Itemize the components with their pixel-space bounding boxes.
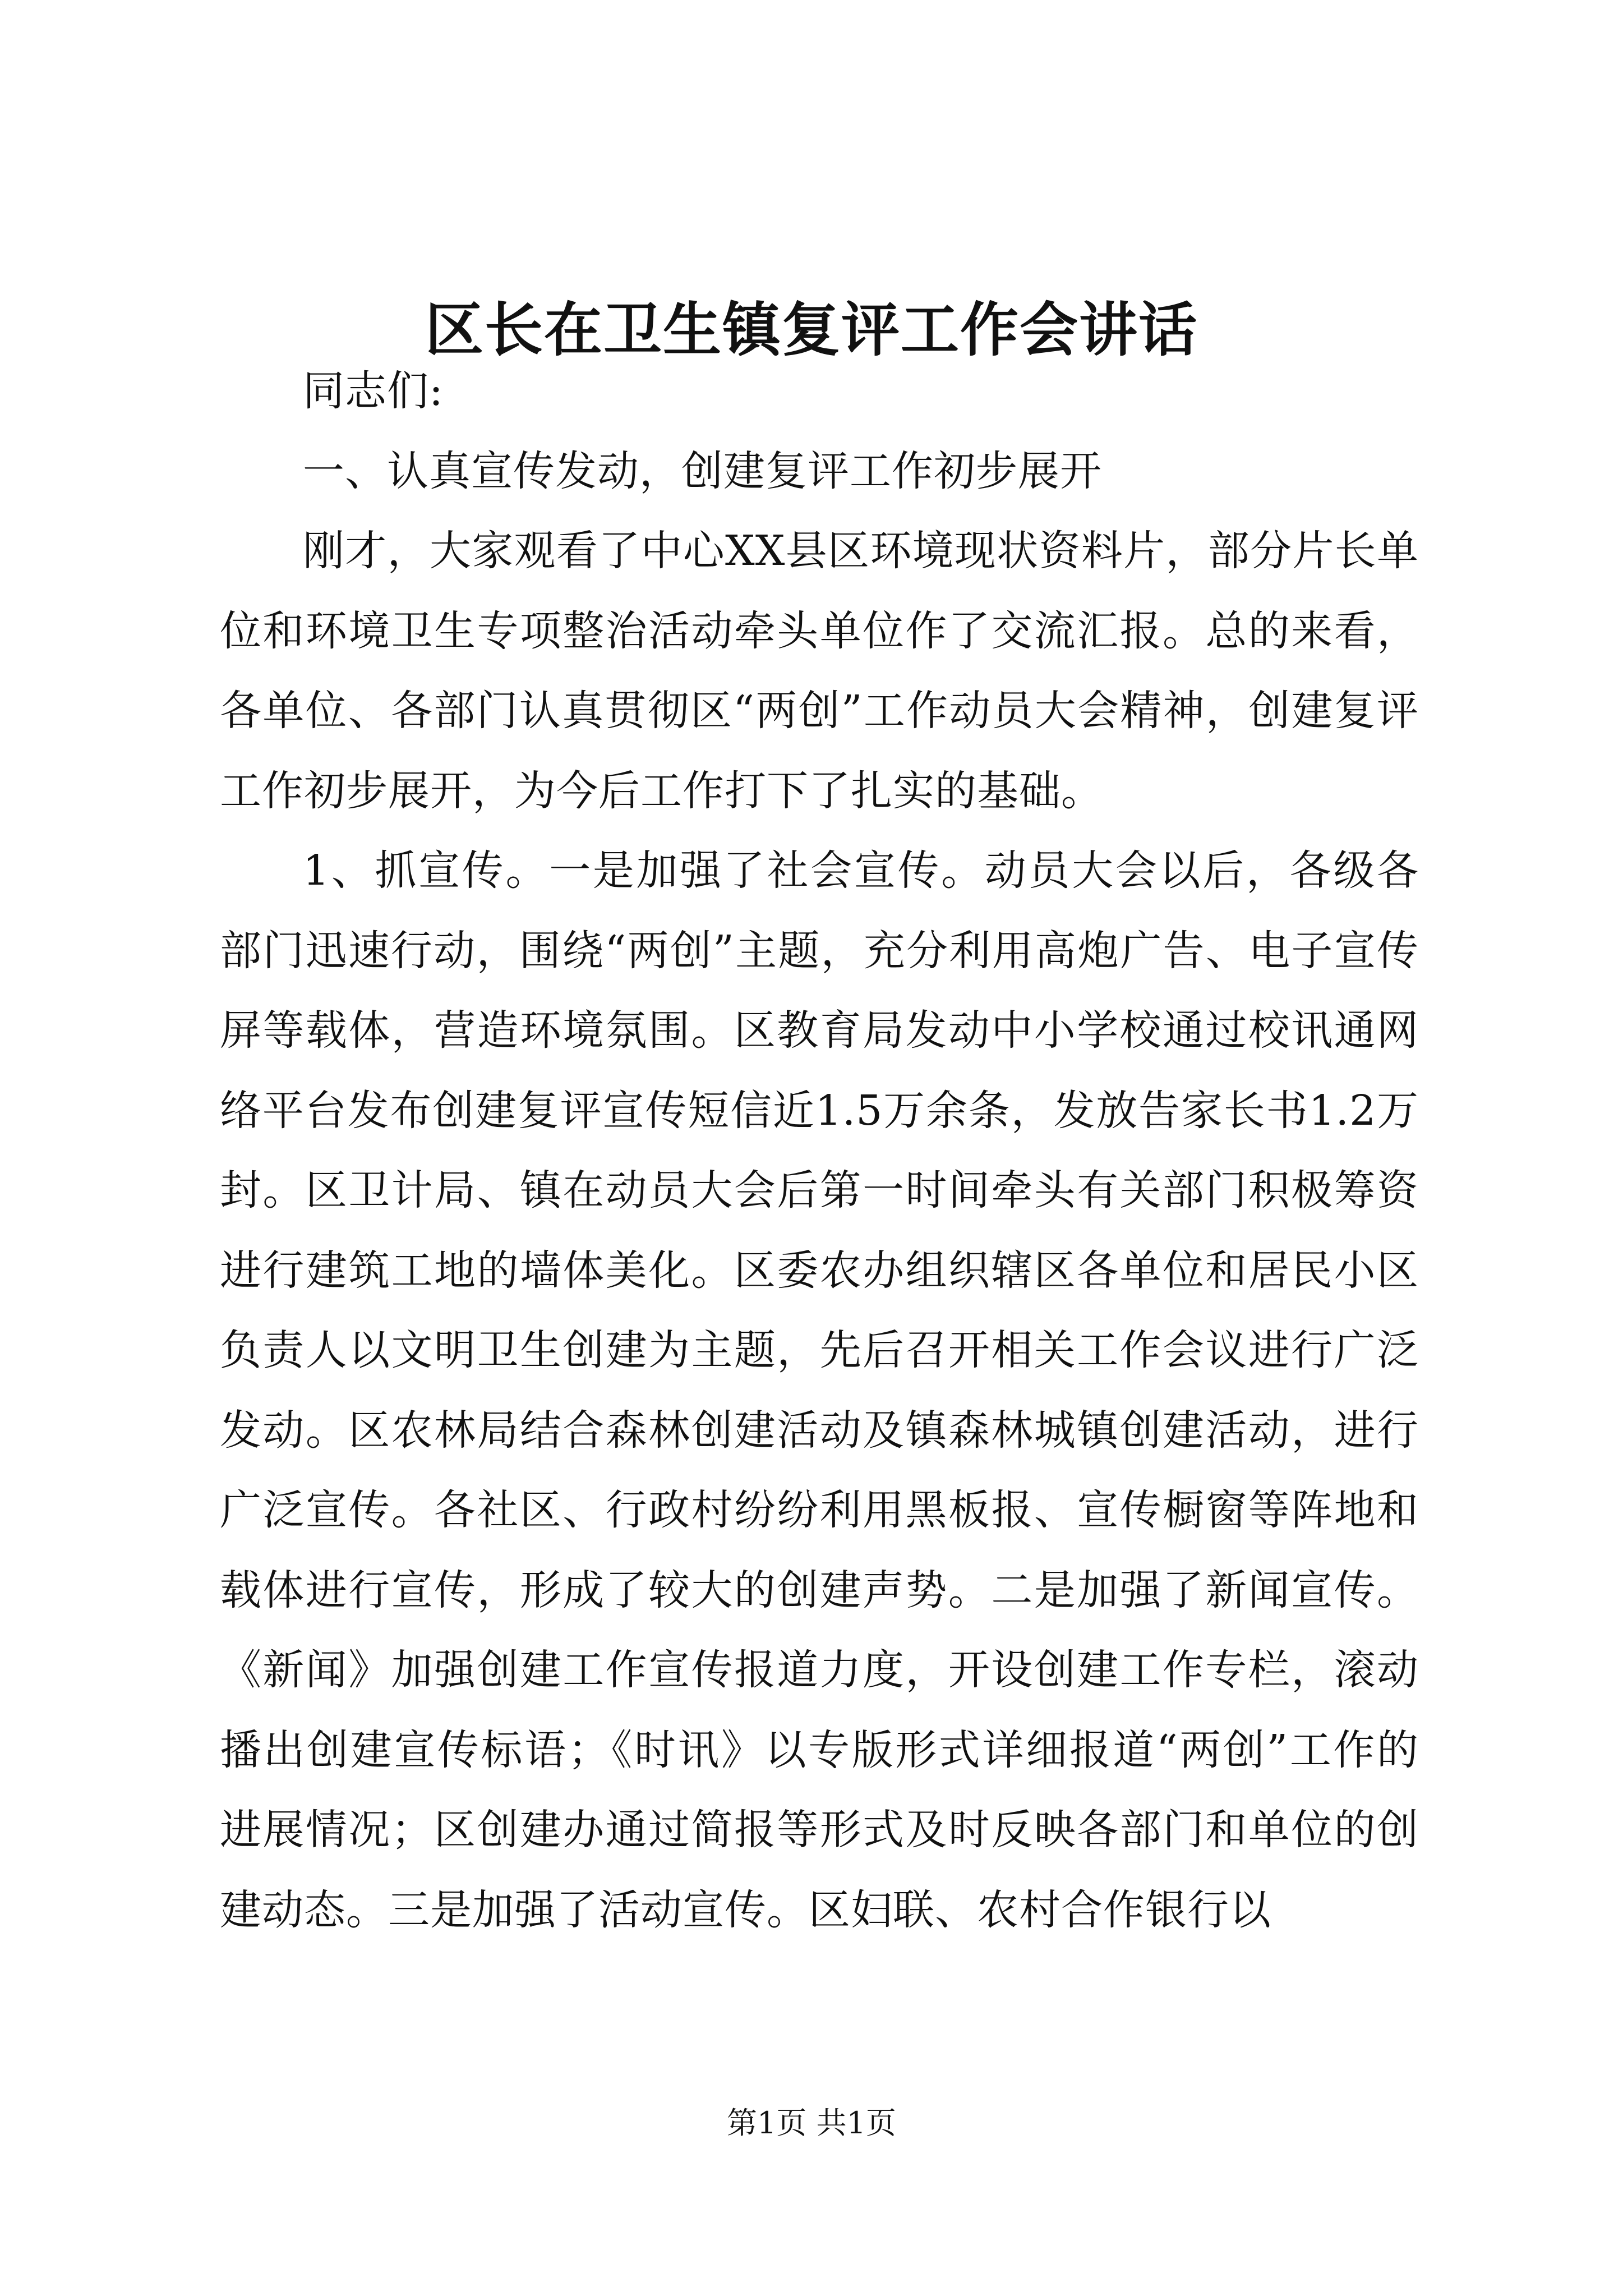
section-heading: 一、认真宣传发动，创建复评工作初步展开 <box>303 447 1102 495</box>
salutation: 同志们: <box>303 367 444 415</box>
body-paragraph: 刚才，大家观看了中心XX县区环境现状资料片，部分片长单位和环境卫生专项整治活动牵头单位作了交流汇报。总的来看，各单位、各部门认真贯彻区“两创”工作动员大会精神，创建复评工作初步展开，为今后工作打下了扎实的基础。 <box>220 527 1419 815</box>
document-body <box>220 351 1419 1950</box>
document-title: 区长在卫生镇复评工作会讲话 <box>425 295 1198 364</box>
page-footer: 第1页 共1页 <box>727 2105 896 2141</box>
body-paragraph: 1、抓宣传。一是加强了社会宣传。动员大会以后，各级各部门迅速行动，围绕“两创”主题，充分利用高炮广告、电子宣传屏等载体，营造环境氛围。区教育局发动中小学校通过校讯通网络平台发布创建复评宣传短信近1.5万余条，发放告家长书1.2万封。区卫计局、镇在动员大会后第一时间牵头有关部门积极筹资进行建筑工地的墙体美化。区委农办组织辖区各单位和居民小区负责人以文明卫生创建为主题，先后召开相关工作会议进行广泛发动。区农林局结合森林创建活动及镇森林城镇创建活动，进行广泛宣传。各社区、行政村纷纷利用黑板报、宣传橱窗等阵地和载体进行宣传，形成了较大的创建声势。二是加强了新闻宣传。《新闻》加强创建工作宣传报道力度，开设创建工作专栏，滚动播出创建宣传标语；《时讯》以专版形式详细报道“两创”工作的进展情况；区创建办通过简报等形式及时反映各部门和单位的创建动态。三是加强了活动宣传。区妇联、农村合作银行以 <box>220 846 1419 1934</box>
